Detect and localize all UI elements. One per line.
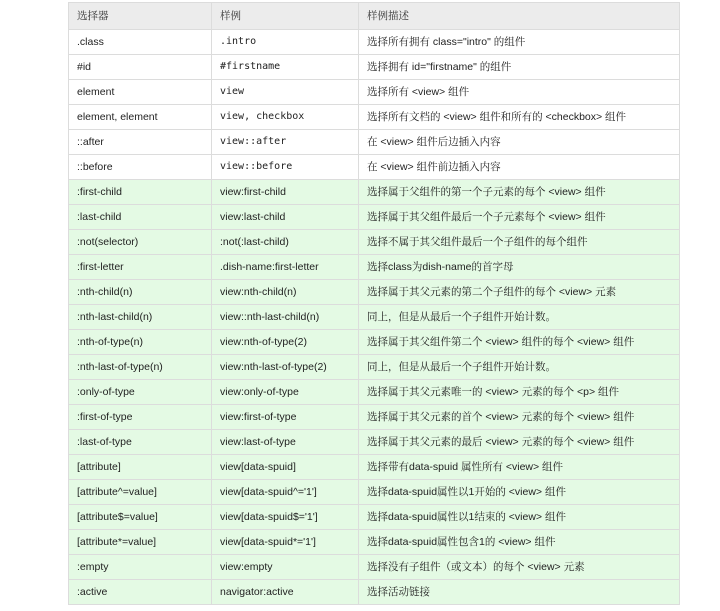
cell-selector: :nth-last-child(n) — [69, 305, 212, 330]
cell-description: 选择属于其父组件第二个 <view> 组件的每个 <view> 组件 — [359, 330, 680, 355]
cell-selector: [attribute] — [69, 455, 212, 480]
cell-selector: :not(selector) — [69, 230, 212, 255]
header-selector: 选择器 — [69, 3, 212, 30]
cell-description: 选择data-spuid属性以1结束的 <view> 组件 — [359, 505, 680, 530]
table-row — [69, 580, 680, 605]
cell-selector: :first-child — [69, 180, 212, 205]
cell-selector: :first-letter — [69, 255, 212, 280]
cell-example: view[data-spuid] — [212, 455, 359, 480]
cell-selector: :last-child — [69, 205, 212, 230]
cell-description: 选择所有 <view> 组件 — [359, 80, 680, 105]
cell-example: view[data-spuid$='1'] — [212, 505, 359, 530]
table-row — [69, 305, 680, 330]
table-row — [69, 430, 680, 455]
table-row — [69, 155, 680, 180]
cell-example: view:nth-of-type(2) — [212, 330, 359, 355]
table-row — [69, 455, 680, 480]
cell-example: view:last-of-type — [212, 430, 359, 455]
cell-example: view[data-spuid*='1'] — [212, 530, 359, 555]
table-row — [69, 380, 680, 405]
cell-description: 在 <view> 组件后边插入内容 — [359, 130, 680, 155]
cell-example: view::after — [212, 130, 359, 155]
cell-description: 选择属于其父元素的首个 <view> 元素的每个 <view> 组件 — [359, 405, 680, 430]
table-row — [69, 255, 680, 280]
table-body — [69, 30, 680, 605]
selector-reference-table-container — [68, 2, 679, 605]
table-row — [69, 105, 680, 130]
cell-example: navigator:active — [212, 580, 359, 605]
cell-description: 选择属于父组件的第一个子元素的每个 <view> 组件 — [359, 180, 680, 205]
cell-example: .intro — [212, 30, 359, 55]
cell-description: 选择所有文档的 <view> 组件和所有的 <checkbox> 组件 — [359, 105, 680, 130]
cell-selector: [attribute$=value] — [69, 505, 212, 530]
cell-description: 选择属于其父元素唯一的 <view> 元素的每个 <p> 组件 — [359, 380, 680, 405]
cell-example: view[data-spuid^='1'] — [212, 480, 359, 505]
cell-description: 选择所有拥有 class="intro" 的组件 — [359, 30, 680, 55]
cell-selector: :first-of-type — [69, 405, 212, 430]
cell-example: .dish-name:first-letter — [212, 255, 359, 280]
cell-description: 选择属于其父组件最后一个子元素每个 <view> 组件 — [359, 205, 680, 230]
cell-example: :not(:last-child) — [212, 230, 359, 255]
table-row — [69, 80, 680, 105]
table-row — [69, 280, 680, 305]
cell-selector: :nth-child(n) — [69, 280, 212, 305]
cell-selector: :last-of-type — [69, 430, 212, 455]
cell-selector: :nth-last-of-type(n) — [69, 355, 212, 380]
table-row — [69, 330, 680, 355]
cell-description: 选择data-spuid属性以1开始的 <view> 组件 — [359, 480, 680, 505]
cell-description: 选择不属于其父组件最后一个子组件的每个组件 — [359, 230, 680, 255]
cell-example: view::nth-last-child(n) — [212, 305, 359, 330]
cell-example: view:only-of-type — [212, 380, 359, 405]
table-row — [69, 480, 680, 505]
cell-example: view:last-child — [212, 205, 359, 230]
header-description: 样例描述 — [359, 3, 680, 30]
cell-selector: element, element — [69, 105, 212, 130]
header-example: 样例 — [212, 3, 359, 30]
cell-selector: [attribute^=value] — [69, 480, 212, 505]
table-row — [69, 355, 680, 380]
cell-description: 选择属于其父元素的第二个子组件的每个 <view> 元素 — [359, 280, 680, 305]
cell-example: #firstname — [212, 55, 359, 80]
table-row — [69, 180, 680, 205]
table-row — [69, 405, 680, 430]
cell-selector: :active — [69, 580, 212, 605]
cell-description: 选择属于其父元素的最后 <view> 元素的每个 <view> 组件 — [359, 430, 680, 455]
cell-selector: :nth-of-type(n) — [69, 330, 212, 355]
cell-example: view:first-child — [212, 180, 359, 205]
cell-selector: :empty — [69, 555, 212, 580]
cell-description: 同上，但是从最后一个子组件开始计数。 — [359, 355, 680, 380]
table-row — [69, 130, 680, 155]
cell-example: view:empty — [212, 555, 359, 580]
cell-example: view, checkbox — [212, 105, 359, 130]
cell-selector: :only-of-type — [69, 380, 212, 405]
table-row — [69, 230, 680, 255]
table-row — [69, 530, 680, 555]
cell-description: 选择class为dish-name的首字母 — [359, 255, 680, 280]
cell-example: view:nth-child(n) — [212, 280, 359, 305]
cell-selector: ::after — [69, 130, 212, 155]
cell-selector: [attribute*=value] — [69, 530, 212, 555]
cell-selector: element — [69, 80, 212, 105]
selector-reference-table — [68, 2, 680, 605]
table-row — [69, 205, 680, 230]
table-row — [69, 505, 680, 530]
table-row — [69, 30, 680, 55]
cell-example: view — [212, 80, 359, 105]
cell-description: 在 <view> 组件前边插入内容 — [359, 155, 680, 180]
table-header-row — [69, 3, 680, 30]
cell-selector: #id — [69, 55, 212, 80]
cell-description: 选择data-spuid属性包含1的 <view> 组件 — [359, 530, 680, 555]
cell-example: view:first-of-type — [212, 405, 359, 430]
cell-selector: .class — [69, 30, 212, 55]
table-row — [69, 55, 680, 80]
cell-description: 选择没有子组件（或文本）的每个 <view> 元素 — [359, 555, 680, 580]
cell-selector: ::before — [69, 155, 212, 180]
cell-description: 选择活动链接 — [359, 580, 680, 605]
table-row — [69, 555, 680, 580]
cell-example: view::before — [212, 155, 359, 180]
cell-description: 同上，但是从最后一个子组件开始计数。 — [359, 305, 680, 330]
cell-description: 选择拥有 id="firstname" 的组件 — [359, 55, 680, 80]
cell-example: view:nth-last-of-type(2) — [212, 355, 359, 380]
cell-description: 选择带有data-spuid 属性所有 <view> 组件 — [359, 455, 680, 480]
